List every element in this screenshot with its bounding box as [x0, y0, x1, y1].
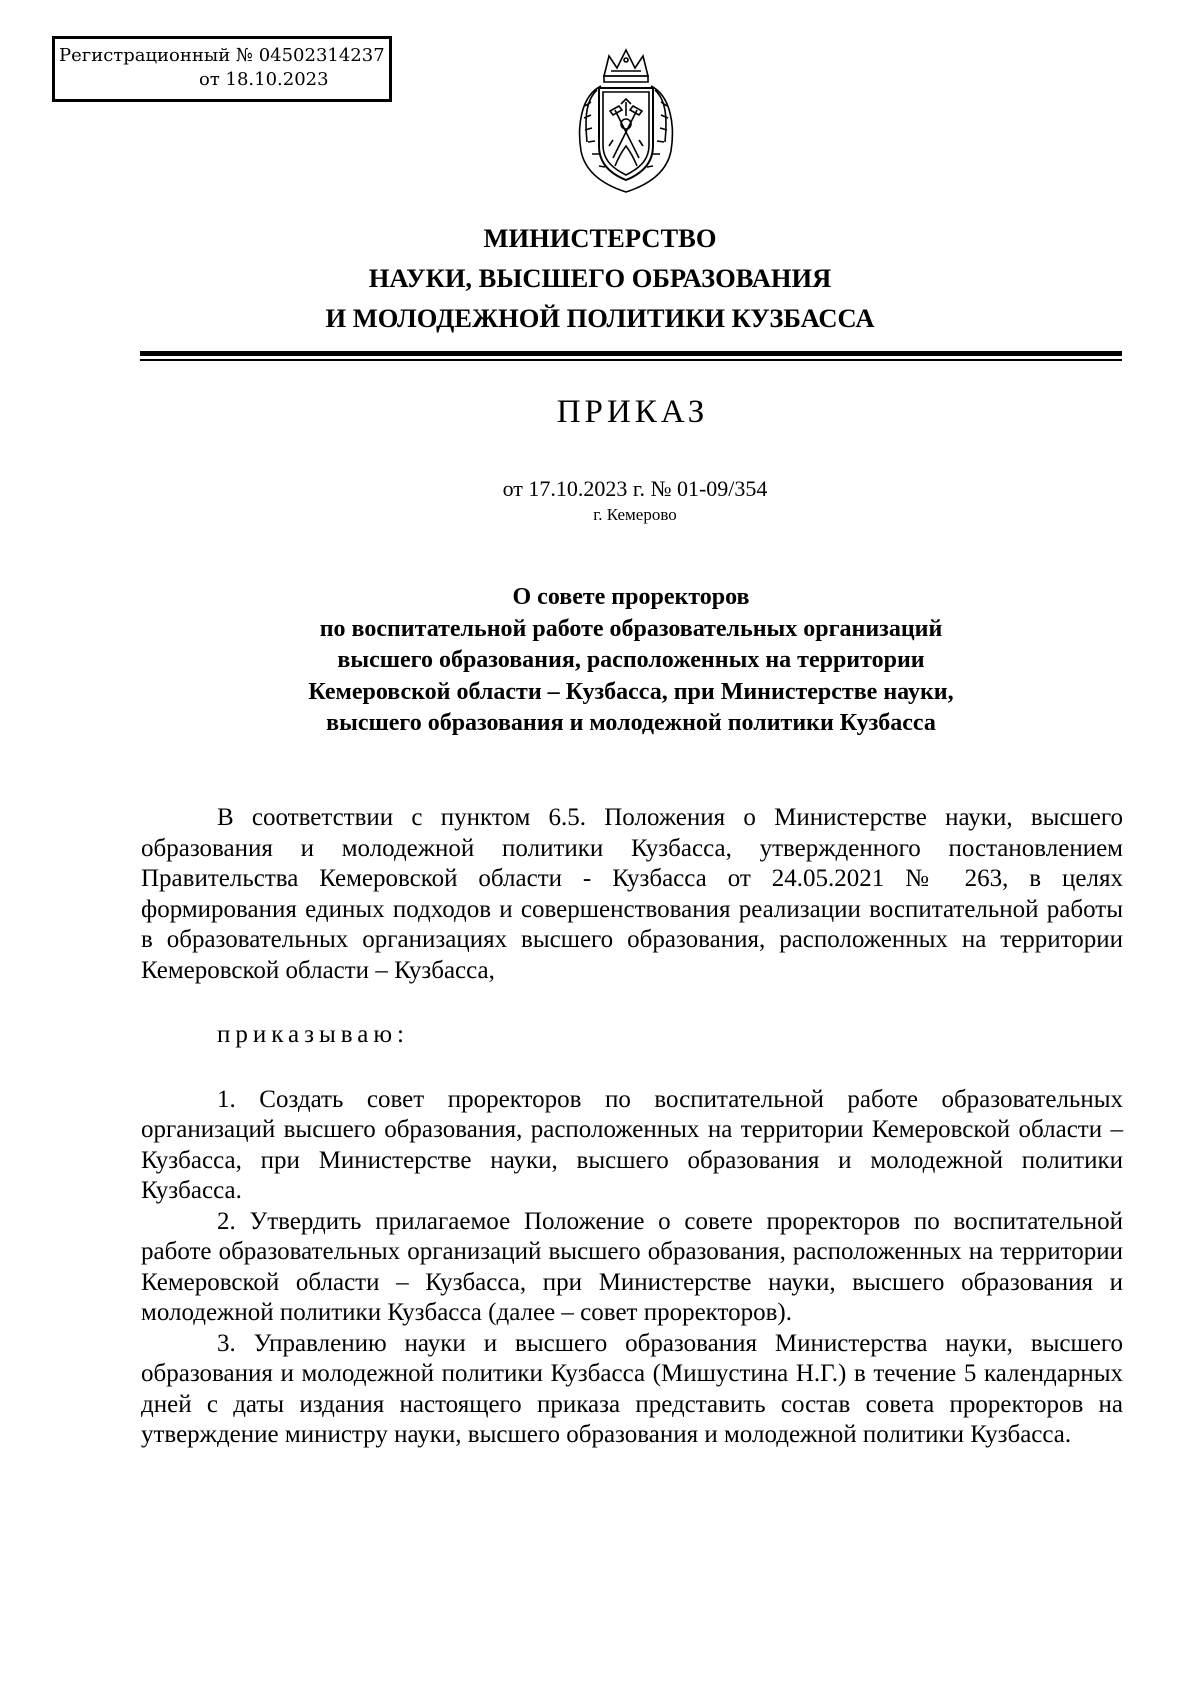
order-date-number: от 17.10.2023 г. № 01-09/354 [502, 476, 768, 501]
order-item-1: 1. Создать совет проректоров по воспитательной работе образовательных организаций высшего образования, расположенных на территории Кемеровской области – Кузбасса, при Министерстве науки, высшего образования и молодежной политики Кузбасса. [141, 1085, 1123, 1204]
header-divider-thick [140, 351, 1122, 356]
order-item-3: 3. Управлению науки и высшего образования Министерства науки, высшего образования и молодежной политики Кузбасса (Мишустина Н.Г.) в течение 5 календарных дней с даты издания настоящего приказа представить состав совета проректоров на утверждение министру науки, высшего образования и молодежной политики Кузбасса. [141, 1329, 1123, 1448]
ministry-line-1: МИНИСТЕРСТВО [483, 223, 717, 253]
header-divider-thin [140, 359, 1122, 361]
subject-line-5: высшего образования и молодежной политики Кузбасса [326, 710, 936, 736]
registration-stamp [52, 36, 392, 102]
document-body [141, 803, 1123, 1451]
subject-line-2: по воспитательной работе образовательных организаций [319, 615, 943, 642]
subject-line-4: Кемеровской области – Кузбасса, при Министерстве науки, [308, 678, 954, 705]
subject-line-1: О совете проректоров [512, 584, 750, 610]
order-details [0, 474, 1200, 526]
ministry-line-3: И МОЛОДЕЖНОЙ ПОЛИТИКИ КУЗБАССА [325, 303, 875, 333]
kuzbass-coat-of-arms-icon [571, 46, 681, 196]
ministry-name [0, 218, 1200, 338]
ministry-line-2: НАУКИ, ВЫСШЕГО ОБРАЗОВАНИЯ [368, 263, 832, 293]
subject-line-3: высшего образования, расположенных на территории [337, 647, 925, 673]
preamble-paragraph: В соответствии с пунктом 6.5. Положения о Министерстве науки, высшего образования и молодежной политики Кузбасса, утвержденного постановлением Правительства Кемеровской области - Кузбасса от 24.05.2021 № 263, в целях формирования единых подходов и совершенствования реализации воспитательной работы в образовательных организациях высшего образования, расположенных на территории Кемеровской области – Кузбасса, [141, 804, 1123, 984]
document-type-title: ПРИКАЗ [556, 394, 709, 430]
order-item-2: 2. Утвердить прилагаемое Положение о совете проректоров по воспитательной работе образовательных организаций высшего образования, расположенных на территории Кемеровской области – Кузбасса, при Министерстве науки, высшего образования и молодежной политики Кузбасса (далее – совет проректоров). [141, 1207, 1123, 1326]
order-subject [140, 582, 1122, 740]
decree-word: приказываю: [217, 1021, 409, 1048]
registration-number: Регистрационный № 04502314237 [59, 45, 385, 66]
registration-date: от 18.10.2023 [199, 69, 329, 90]
order-city: г. Кемерово [593, 505, 677, 524]
